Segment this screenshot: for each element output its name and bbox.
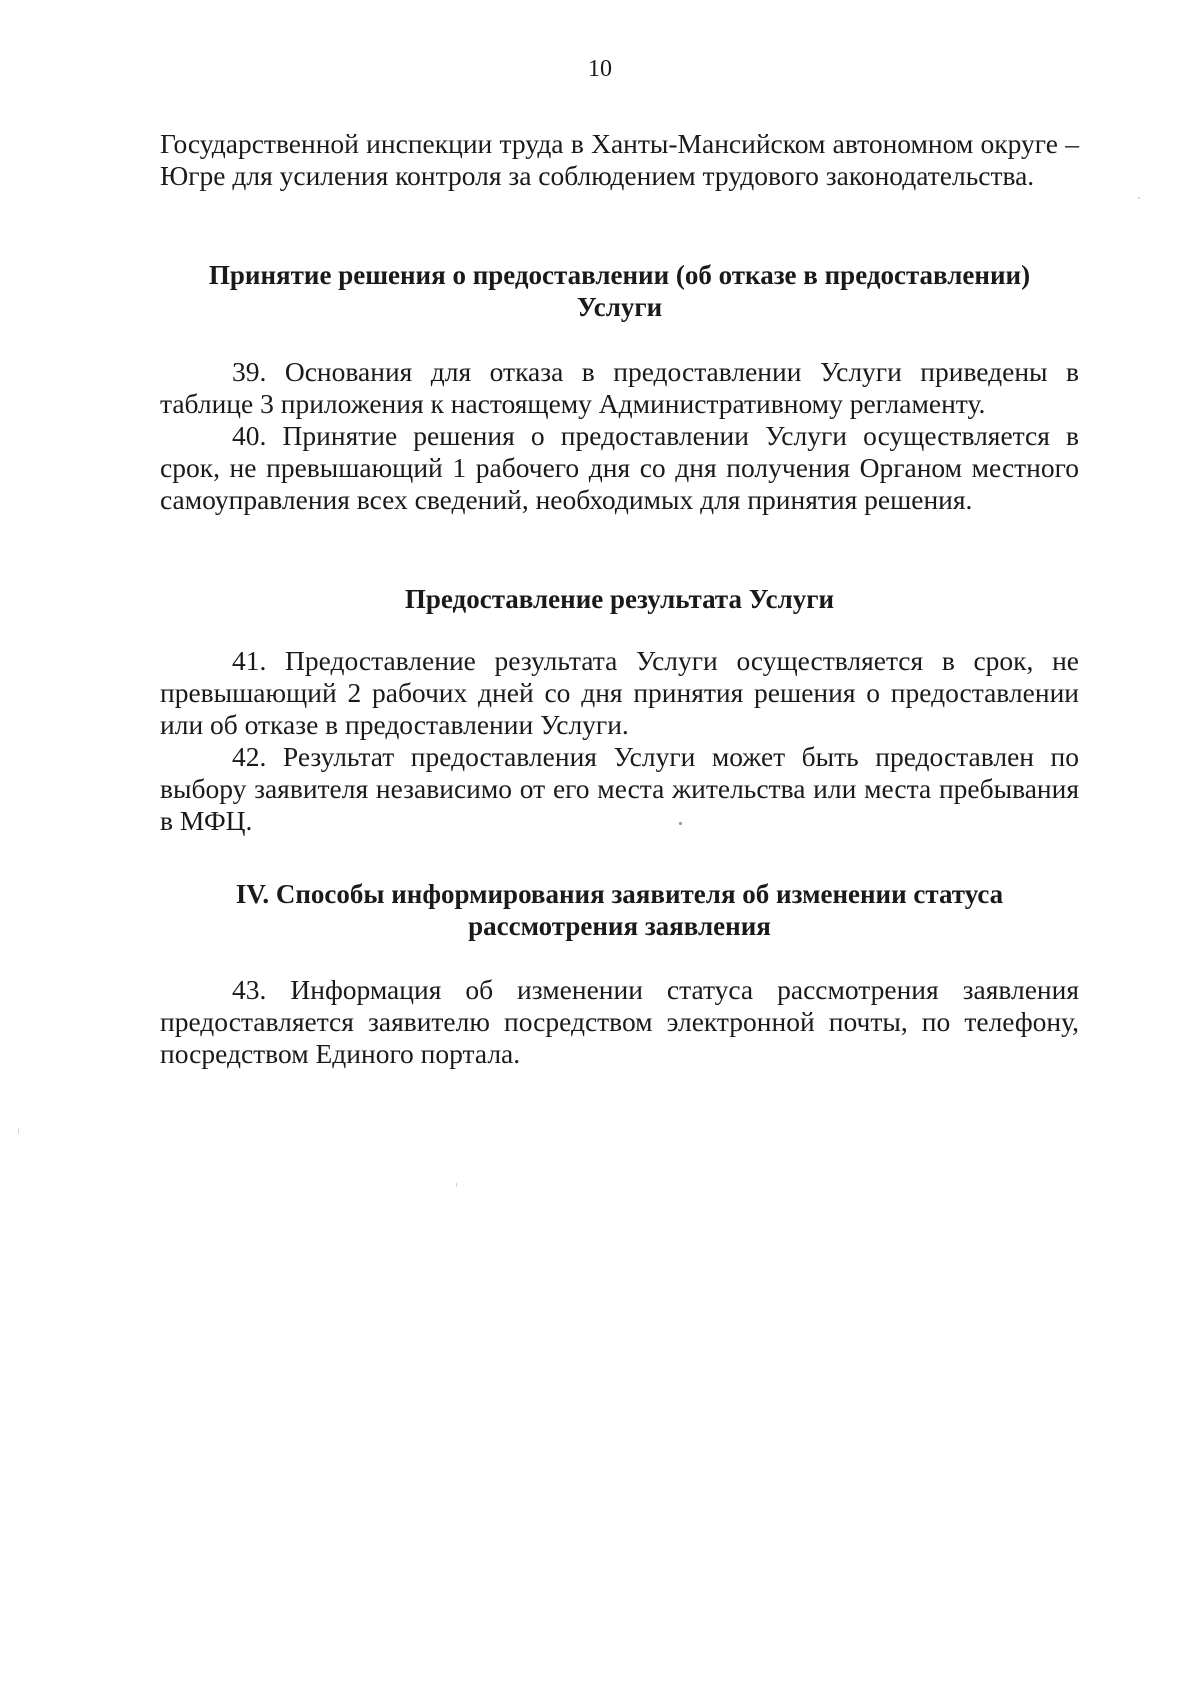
scan-speck bbox=[679, 822, 682, 825]
section-body-informing bbox=[160, 974, 1079, 1070]
intro-paragraph-block bbox=[160, 128, 1079, 192]
section-heading-decision bbox=[160, 259, 1079, 323]
heading-decision-line1: Принятие решения о предоставлении (об отказе в предоставлении) bbox=[208, 260, 1031, 290]
paragraph-43: 43. Информация об изменении статуса рассмотрения заявления предоставляется заявителю посредством электронной почты, по телефону, посредством Единого портала. bbox=[160, 974, 1079, 1069]
page-number: 10 bbox=[588, 56, 612, 82]
scan-speck bbox=[18, 1128, 19, 1134]
section-body-decision bbox=[160, 356, 1079, 516]
intro-paragraph: Государственной инспекции труда в Ханты-Мансийском автономном округе – Югре для усиления контроля за соблюдением трудового законодательства. bbox=[160, 128, 1079, 191]
heading-decision-line2: Услуги bbox=[576, 292, 663, 322]
paragraph-40: 40. Принятие решения о предоставлении Услуги осуществляется в срок, не превышающий 1 рабочего дня со дня получения Органом местного самоуправления всех сведений, необходимых для принятия решения. bbox=[160, 420, 1079, 515]
heading-informing-line2: рассмотрения заявления bbox=[468, 911, 771, 941]
section-body-result bbox=[160, 645, 1079, 837]
section-heading-result bbox=[160, 583, 1079, 615]
paragraph-41: 41. Предоставление результата Услуги осуществляется в срок, не превышающий 2 рабочих дней со дня принятия решения о предоставлении или об отказе в предоставлении Услуги. bbox=[160, 645, 1079, 740]
paragraph-39: 39. Основания для отказа в предоставлении Услуги приведены в таблице 3 приложения к настоящему Административному регламенту. bbox=[160, 356, 1079, 419]
heading-informing-line1: IV. Способы информирования заявителя об изменении статуса bbox=[235, 879, 1004, 909]
section-heading-informing bbox=[160, 878, 1079, 942]
heading-result: Предоставление результата Услуги bbox=[404, 584, 835, 614]
scan-speck bbox=[1138, 197, 1140, 199]
scan-speck bbox=[456, 1183, 457, 1187]
paragraph-42: 42. Результат предоставления Услуги может быть предоставлен по выбору заявителя независимо от его места жительства или места пребывания в МФЦ. bbox=[160, 741, 1079, 836]
